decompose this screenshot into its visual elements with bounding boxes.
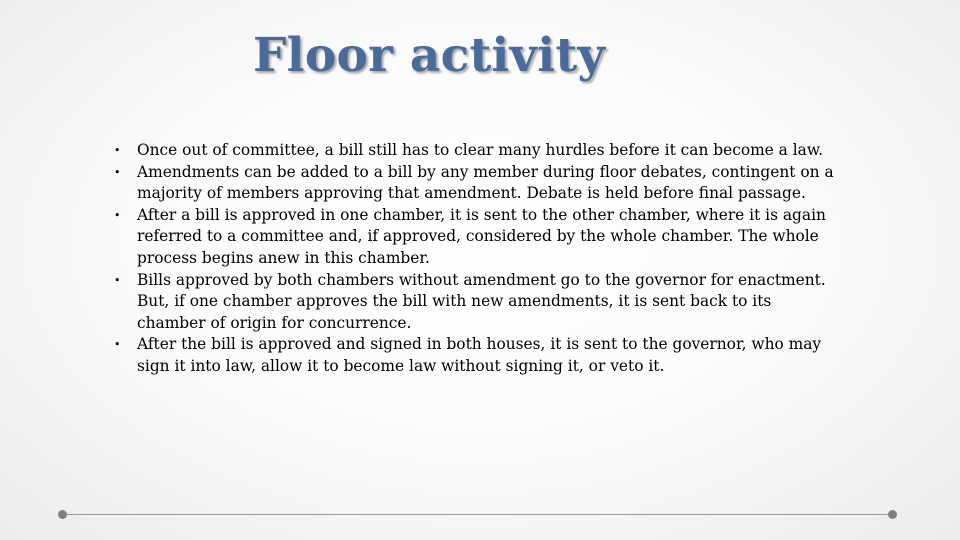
- bullet-item: [114, 162, 839, 205]
- bullet-icon: •: [114, 338, 121, 352]
- bullet-item: [114, 205, 839, 270]
- bullet-icon: •: [114, 273, 121, 287]
- bullet-text: Amendments can be added to a bill by any member during floor debates, contingent on a majority of members approving that amendment. Debate is held before final passage.: [137, 162, 834, 203]
- bullet-icon: •: [114, 144, 121, 157]
- bullet-text: After a bill is approved in one chamber, it is sent to the other chamber, where it is again referred to a committee and, if approved, considered by the whole chamber. The whole process begins anew in this chamber.: [137, 205, 826, 267]
- bullet-icon: •: [114, 208, 121, 222]
- bullet-item: [114, 334, 839, 377]
- bullet-item: [114, 270, 839, 335]
- bullet-icon: •: [114, 165, 121, 179]
- bullet-list: [114, 140, 839, 378]
- bullet-text: After the bill is approved and signed in both houses, it is sent to the governor, who may sign it into law, allow it to become law without signing it, or veto it.: [137, 335, 822, 375]
- footer-rule: [63, 514, 893, 515]
- bullet-text: Once out of committee, a bill still has to clear many hurdles before it can become a law.: [137, 141, 824, 159]
- bullet-text: Bills approved by both chambers without amendment go to the governor for enactment. But, if one chamber approves the bill with new amendments, it is sent back to its chamber of origin for concurrence.: [137, 270, 826, 332]
- bullet-item: [114, 140, 839, 162]
- footer-rule-left-dot-icon: [58, 510, 67, 519]
- footer-rule-right-dot-icon: [888, 510, 897, 519]
- slide-title: Floor activity: [253, 28, 606, 83]
